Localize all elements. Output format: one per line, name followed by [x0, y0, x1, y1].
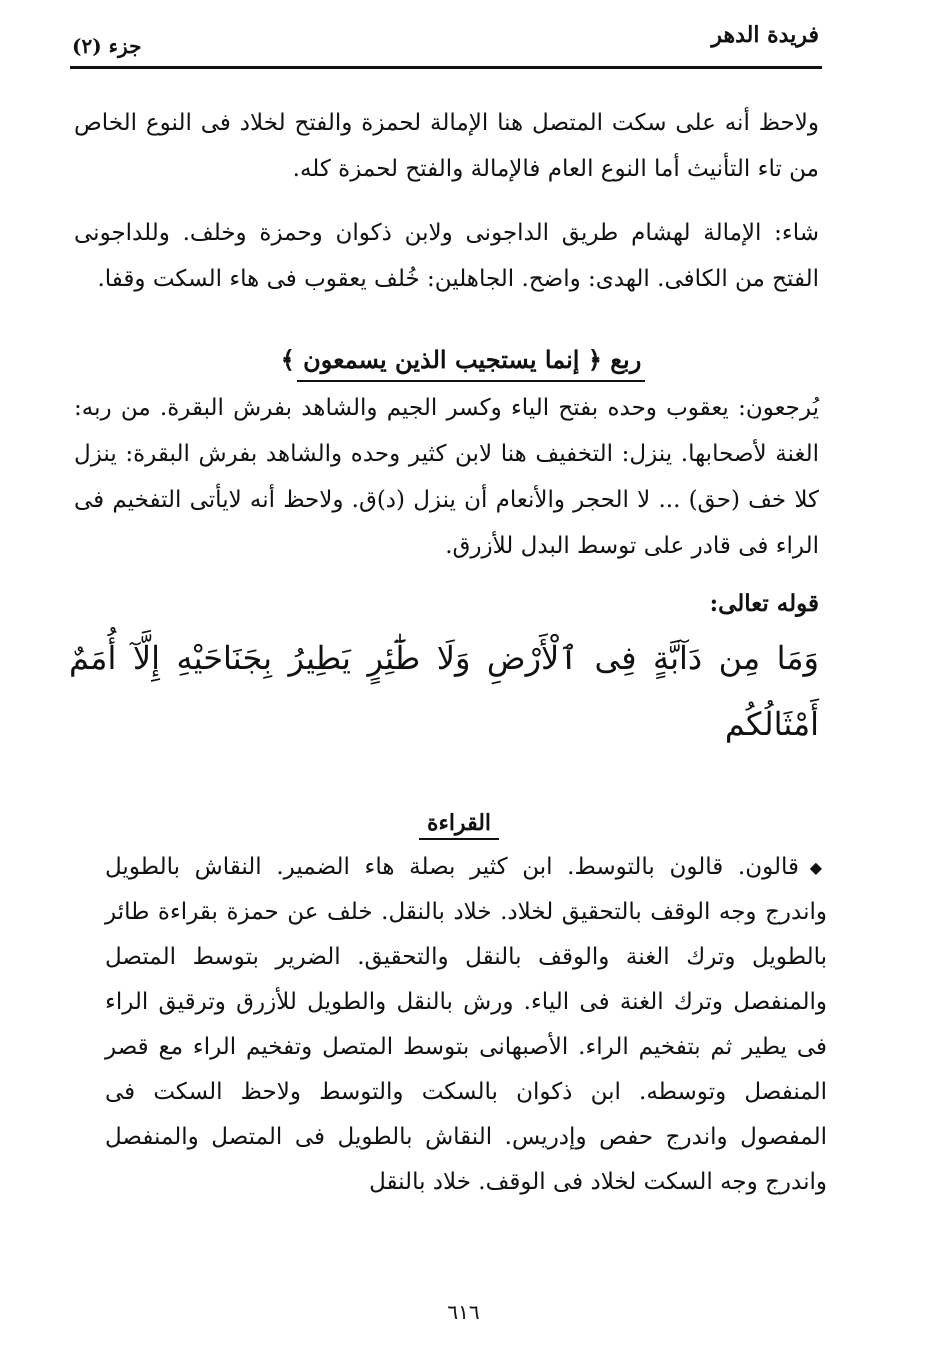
qiraah-paragraph [105, 845, 827, 1205]
shaa-paragraph [74, 210, 819, 302]
book-title: فريدة الدهر [711, 22, 819, 48]
header-rule [70, 66, 822, 69]
yarjiun-text: يُرجعون: يعقوب وحده بفتح الياء وكسر الجيم والشاهد بفرش البقرة. من ربه: الغنة لأصحابها. ينزل: التخفيف هنا لابن كثير وحده والشاهد بفرش البقرة: ينزل كلا خف (حق) ... لا الحجر والأنعام أن ينزل (د)ق. ولاحظ أنه لايأتى التفخيم فى الراء فى قادر على توسط البدل للأزرق. [74, 395, 819, 559]
qiraah-title [419, 810, 499, 836]
part-label: جزء (٢) [72, 34, 142, 58]
intro-paragraph [74, 100, 819, 192]
page-number: ٦١٦ [447, 1300, 480, 1324]
qiraah-text: قالون. قالون بالتوسط. ابن كثير بصلة هاء الضمير. النقاش بالطويل واندرج وجه الوقف بالتحقيق لخلاد. خلاد بالنقل. خلف عن حمزة بقراءة طائر بالطويل وترك الغنة والوقف بالنقل والتحقيق. الضرير بتوسط المتصل والمنفصل وترك الغنة فى الياء. ورش بالنقل والطويل للأزرق وترقيق الراء فى يطير ثم بتفخيم الراء. الأصبهانى بتوسط المتصل وتفخيم الراء مع قصر المنفصل وتوسطه. ابن ذكوان بالسكت والتوسط ولاحظ السكت فى المفصول واندرج حفص وإدريس. النقاش بالطويل فى المتصل والمنفصل واندرج وجه السكت لخلاد فى الوقف. خلاد بالنقل [105, 854, 827, 1195]
rub-heading [277, 345, 645, 374]
qiraah-title-text: القراءة [426, 810, 492, 836]
qiraah-title-underline [419, 838, 499, 840]
qawluhu-label: قوله تعالى: [709, 590, 819, 617]
quran-verse: وَمَا مِن دَآبَّةٍ فِى ٱلْأَرْضِ وَلَا طَٰٓئِرٍ يَطِيرُ بِجَنَاحَيْهِ إِلَّآ أُمَمٌ أَمْثَالُكُم [69, 639, 819, 743]
yarjiun-paragraph [74, 385, 819, 569]
diamond-bullet-icon: ◆ [809, 858, 822, 877]
rub-heading-text: ربع ﴿ إنما يستجيب الذين يسمعون ﴾ [280, 345, 642, 374]
rub-heading-underline [297, 380, 645, 382]
shaa-text: شاء: الإمالة لهشام طريق الداجونى ولابن ذكوان وحمزة وخلف. وللداجونى الفتح من الكافى. الهدى: واضح. الجاهلين: خُلف يعقوب فى هاء السكت وقفا. [74, 220, 819, 292]
intro-text: ولاحظ أنه على سكت المتصل هنا الإمالة لحمزة والفتح لخلاد فى النوع الخاص من تاء التأنيث أما النوع العام فالإمالة والفتح لحمزة كله. [74, 110, 819, 182]
